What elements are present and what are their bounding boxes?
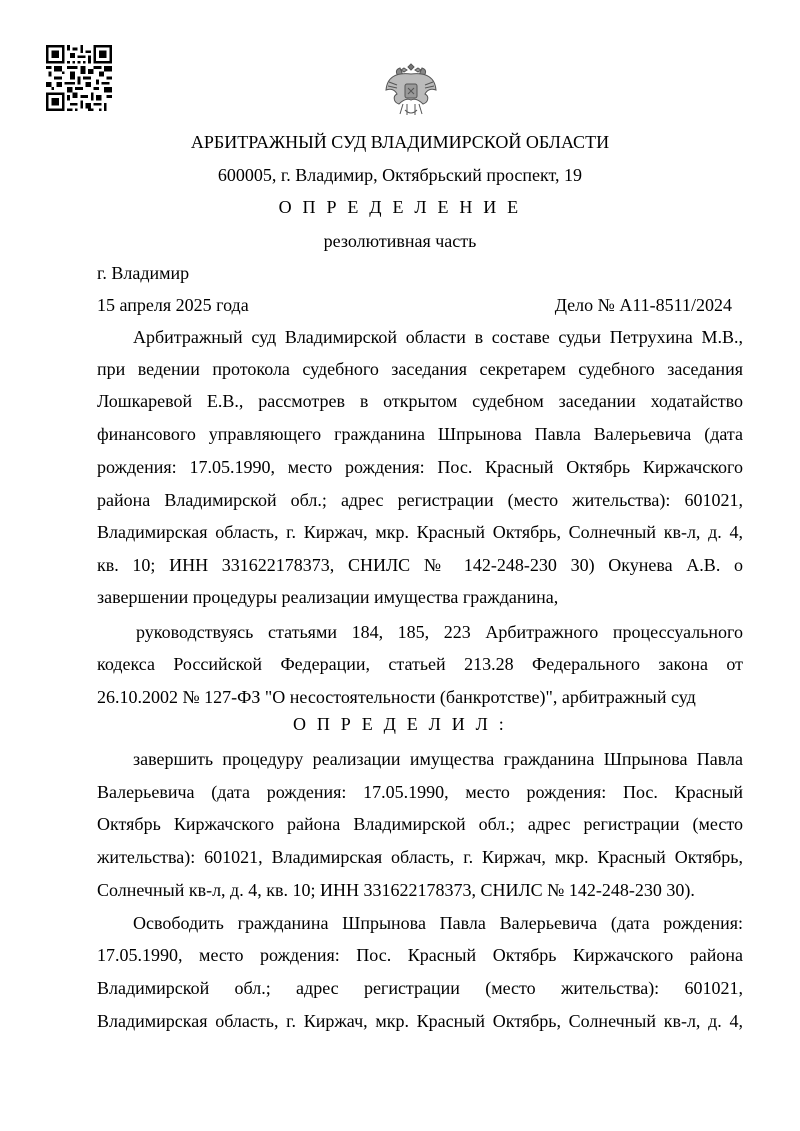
paragraph-line: района Владимирской обл.; адрес регистрации (место жительства): 601021, bbox=[97, 490, 743, 510]
paragraph-line: Освободить гражданина Шпрынова Павла Валерьевича (дата рождения: bbox=[133, 913, 743, 933]
russian-coat-of-arms-icon bbox=[383, 60, 439, 122]
court-address: 600005, г. Владимир, Октябрьский проспект, 19 bbox=[217, 165, 583, 185]
city: г. Владимир bbox=[97, 263, 190, 283]
paragraph-line: Солнечный кв-л, д. 4, кв. 10; ИНН 331622178373, СНИЛС № 142-248-230 30). bbox=[97, 880, 695, 900]
qr-code-icon bbox=[46, 45, 112, 111]
document-subtitle: резолютивная часть bbox=[323, 231, 477, 251]
paragraph-line: 26.10.2002 № 127-ФЗ "О несостоятельности (банкротстве)", арбитражный суд bbox=[97, 687, 696, 707]
court-name: АРБИТРАЖНЫЙ СУД ВЛАДИМИРСКОЙ ОБЛАСТИ bbox=[190, 132, 610, 152]
paragraph-line: Лошкаревой Е.В., рассмотрев в открытом судебном заседании ходатайство bbox=[97, 391, 743, 411]
paragraph-line: рождения: 17.05.1990, место рождения: Пос. Красный Октябрь Киржачского bbox=[97, 457, 743, 477]
ruled-heading: О П Р Е Д Е Л И Л : bbox=[293, 714, 507, 734]
case-number: Дело № А11-8511/2024 bbox=[554, 295, 732, 315]
paragraph-line: кв. 10; ИНН 331622178373, СНИЛС № 142-248-230 30) Окунева А.В. о bbox=[97, 555, 743, 575]
paragraph-line: руководствуясь статьями 184, 185, 223 Арбитражного процессуального bbox=[136, 622, 743, 642]
paragraph-line: Октябрь Киржачского района Владимирской обл.; адрес регистрации (место bbox=[97, 814, 743, 834]
paragraph-line: Владимирская область, г. Киржач, мкр. Красный Октябрь, Солнечный кв-л, д. 4, bbox=[97, 1011, 743, 1031]
paragraph-line: финансового управляющего гражданина Шпрынова Павла Валерьевича (дата bbox=[97, 424, 743, 444]
document-title: О П Р Е Д Е Л Е Н И Е bbox=[278, 197, 522, 217]
paragraph-line: завершить процедуру реализации имущества гражданина Шпрынова Павла bbox=[133, 749, 743, 769]
decision-date: 15 апреля 2025 года bbox=[97, 295, 249, 315]
paragraph-line: Владимирская область, г. Киржач, мкр. Красный Октябрь, Солнечный кв-л, д. 4, bbox=[97, 522, 743, 542]
paragraph-line: кодекса Российской Федерации, статьей 213.28 Федерального закона от bbox=[97, 654, 743, 674]
paragraph-line: Владимирской обл.; адрес регистрации (место жительства): 601021, bbox=[97, 978, 743, 998]
paragraph-line: жительства): 601021, Владимирская область, г. Киржач, мкр. Красный Октябрь, bbox=[97, 847, 743, 867]
paragraph-line: Валерьевича (дата рождения: 17.05.1990, место рождения: Пос. Красный bbox=[97, 782, 743, 802]
paragraph-line: при ведении протокола судебного заседания секретарем судебного заседания bbox=[97, 359, 743, 379]
paragraph-line: Арбитражный суд Владимирской области в составе судьи Петрухина М.В., bbox=[133, 327, 743, 347]
paragraph-line: 17.05.1990, место рождения: Пос. Красный Октябрь Киржачского района bbox=[97, 945, 743, 965]
paragraph-line: завершении процедуры реализации имущества гражданина, bbox=[97, 587, 559, 607]
